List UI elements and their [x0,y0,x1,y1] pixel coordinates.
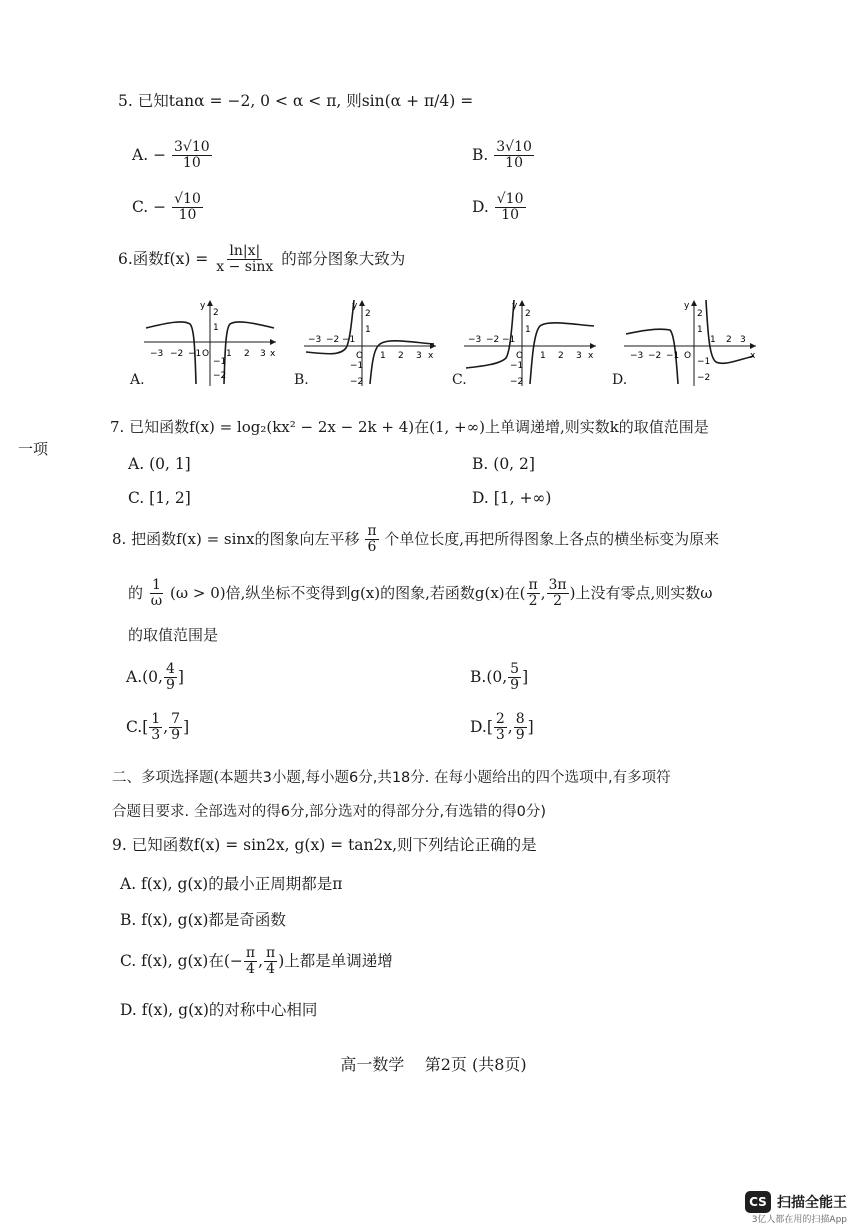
tick-label: −1 [350,361,364,371]
numerator: 2 [495,711,505,727]
tick-label: −1 [213,357,227,367]
tick-label: −3 [150,349,164,359]
option-text: ] [177,667,184,686]
tick-label: 1 [540,351,546,361]
option-fraction [494,712,507,744]
q8-option-a [126,662,184,694]
q7-option-a [128,455,191,473]
tick-label: 2 [558,351,564,361]
option-text: [ [142,717,149,736]
graph-label-d: D. [612,372,628,388]
tick-label: −2 [486,335,500,345]
q5-option-d [472,192,527,224]
tick-label: 3 [576,351,582,361]
option-text: )上都是单调递增 [278,951,393,970]
denominator: 10 [501,207,520,224]
option-label: B. [472,455,489,473]
q5-stem [118,92,473,111]
option-fraction [508,662,521,694]
q8-text: , [540,583,546,602]
q5-option-c [132,192,204,224]
denominator: 2 [528,593,538,610]
tick-label: 2 [365,309,371,319]
option-text: ] [527,717,534,736]
q8-line-1 [112,524,719,556]
tick-label: O [202,349,210,359]
option-text: (0, 2] [493,455,535,473]
x-axis-arrow [590,343,596,349]
option-text: C. f(x), g(x)在(− [120,951,243,970]
tick-label: −1 [502,335,516,345]
option-label: D. [472,489,489,507]
tick-label: −2 [350,377,364,387]
option-fraction [494,140,534,172]
q8-text: 8. 把函数f(x) = sinx的图象向左平移 [112,529,360,548]
q8-fraction [365,524,378,556]
q8-fraction [149,578,164,610]
tick-label: O [684,351,692,361]
tick-label: 2 [697,309,703,319]
numerator: π [245,945,256,961]
numerator: 5 [510,661,520,677]
tick-label: −3 [308,335,322,345]
q8-text: (ω > 0)倍,纵坐标不变得到g(x)的图象,若函数g(x)在( [170,583,526,602]
numerator: 8 [515,711,525,727]
y-axis-arrow [359,300,365,306]
tick-label: −2 [213,371,227,381]
option-text: ] [183,717,190,736]
q7-option-b [472,455,535,473]
q8-line-2 [128,578,712,610]
option-text: [1, 2] [149,489,191,507]
y-axis-arrow [519,300,525,306]
denominator: 4 [246,961,255,978]
tick-label: 2 [213,308,219,318]
graph-label-c: C. [452,372,467,388]
denominator: 9 [171,727,181,744]
tick-label: −2 [648,351,662,361]
numerator: ln|x| [229,243,261,259]
tick-label: 2 [525,309,531,319]
q5-option-a [132,140,213,172]
option-text: , [163,717,169,736]
q9-option-c [120,946,393,978]
option-text: (0, 1] [149,455,191,473]
q7-option-c [128,489,191,507]
tick-label: 2 [244,349,250,359]
option-label: A. [128,455,145,473]
denominator: 9 [165,677,175,694]
option-label: A. [132,145,149,164]
option-label: C. [126,717,143,736]
tick-label: 1 [365,325,371,335]
section2-line-2: 合题目要求. 全部选对的得6分,部分选对的得部分分,有选错的得0分) [112,804,547,820]
axis-label-x: x [588,351,594,361]
option-label: C. [128,489,145,507]
denominator: 10 [505,155,523,172]
q8-text: 的 [128,583,144,602]
numerator: π [528,577,538,593]
scanner-logo-icon: CS [745,1191,771,1213]
q5-option-b [472,140,535,172]
q8-fraction [547,578,569,610]
q9-option-b: B. f(x), g(x)都是奇函数 [120,911,286,929]
tick-label: 1 [697,325,703,335]
tick-label: −3 [468,335,482,345]
numerator: π [266,945,276,961]
q9-stem: 9. 已知函数f(x) = sin2x, g(x) = tan2x,则下列结论正确的是 [112,836,537,854]
denominator: 4 [266,961,276,978]
q7-stem: 7. 已知函数f(x) = log₂(kx² − 2x − 2k + 4)在(1, +∞)上单调递增,则实数k的取值范围是 [110,418,709,436]
curve-left [466,300,514,368]
q6-prefix: 6.函数f(x) = [118,249,209,268]
tick-label: 1 [226,349,232,359]
tick-label: −1 [188,349,202,359]
denominator: 10 [182,155,201,172]
scanner-title: 扫描全能王 [777,1195,847,1211]
tick-label: 3 [740,335,746,345]
denominator: 9 [510,677,520,694]
axis-label-x: x [270,349,276,359]
tick-label: −2 [170,349,184,359]
option-sign: − [153,197,167,216]
numerator: 7 [171,711,181,727]
option-fraction [495,192,526,224]
graph-label-a: A. [130,372,145,388]
option-text: , [258,951,264,970]
tick-label: 1 [380,351,386,361]
curve-right [706,300,754,363]
axis-label-x: x [750,351,756,361]
q6-graph-b [300,298,440,388]
tick-label: −3 [630,351,644,361]
tick-label: −2 [326,335,340,345]
option-fraction [172,192,203,224]
x-axis-arrow [270,339,276,345]
option-fraction [164,662,177,694]
option-fraction [244,946,257,978]
q5-stem-text: 5. 已知tanα = −2, 0 < α < π, 则sin(α + π/4) = [118,92,474,110]
option-sign: − [153,145,167,164]
tick-label: 3 [416,351,422,361]
denominator: 3 [495,727,505,744]
q6-suffix: 的部分图象大致为 [281,249,406,268]
page-footer: 高一数学 第2页 (共8页) [340,1055,527,1074]
numerator: 3√10 [174,139,210,155]
option-text: [1, +∞) [493,489,552,507]
numerator: √10 [174,191,201,207]
q8-line-3: 的取值范围是 [128,626,219,644]
q6-graph-a [140,298,280,388]
tick-label: O [516,351,524,361]
option-label: B. [472,145,489,164]
numerator: 1 [151,711,161,727]
tick-label: −1 [342,335,356,345]
denominator: 10 [178,207,197,224]
axis-label-y: y [200,301,206,311]
numerator: 4 [165,661,175,677]
tick-label: −2 [510,377,524,387]
option-text: (0, [486,667,508,686]
numerator: 3√10 [496,139,532,155]
q6-graph-d [620,298,760,388]
tick-label: 1 [710,335,716,345]
tick-label: 2 [726,335,732,345]
curve-right [370,341,434,384]
q8-text: )上没有零点,则实数ω [569,583,713,602]
option-label: D. [470,717,487,736]
option-fraction [169,712,182,744]
q6-stem [118,244,405,276]
q9-option-a: A. f(x), g(x)的最小正周期都是π [120,875,343,893]
q7-option-d [472,489,551,507]
axis-label-y: y [352,301,358,311]
option-text: , [507,717,513,736]
axis-label-y: y [684,301,690,311]
graph-label-b: B. [294,372,309,388]
numerator: π [367,523,377,539]
margin-note: 一项 [18,440,49,458]
tick-label: −1 [510,361,524,371]
denominator: 9 [515,727,525,744]
axis-label-x: x [428,351,434,361]
option-fraction [149,712,162,744]
option-label: D. [472,197,489,216]
tick-label: O [356,351,364,361]
option-fraction [264,946,277,978]
denominator: 3 [151,727,161,744]
tick-label: 2 [398,351,404,361]
option-text: [ [486,717,493,736]
q8-option-c [126,712,189,744]
y-axis-arrow [207,300,213,306]
axis-label-y: y [512,301,518,311]
q9-option-d: D. f(x), g(x)的对称中心相同 [120,1001,318,1019]
q8-fraction [527,578,540,610]
denominator: ω [150,593,163,610]
q8-option-b [470,662,528,694]
option-label: B. [470,667,487,686]
option-label: C. [132,197,149,216]
option-text: ] [522,667,529,686]
q6-graph-c [460,298,600,388]
tick-label: −1 [666,351,680,361]
option-text: (0, [142,667,163,686]
x-axis-arrow [750,343,756,349]
scanner-watermark [745,1191,847,1213]
tick-label: −1 [697,357,711,367]
denominator: x − sinx [216,259,274,276]
y-axis-arrow [691,300,697,306]
numerator: √10 [496,191,524,207]
denominator: 6 [367,539,377,556]
numerator: 3π [548,577,567,593]
tick-label: 3 [260,349,266,359]
section2-line-1: 二、多项选择题(本题共3小题,每小题6分,共18分. 在每小题给出的四个选项中,有多项符 [112,770,671,786]
scanner-subtitle: 3亿人都在用的扫描App [751,1215,847,1225]
option-fraction [514,712,527,744]
numerator: 1 [152,577,161,593]
q8-option-d [470,712,534,744]
tick-label: 1 [525,325,531,335]
q8-text: 个单位长度,再把所得图象上各点的横坐标变为原来 [384,529,720,548]
denominator: 2 [553,593,563,610]
tick-label: −2 [697,373,711,383]
tick-label: 1 [213,323,219,333]
option-label: A. [126,667,143,686]
option-fraction [172,140,212,172]
q6-fraction [214,244,275,276]
